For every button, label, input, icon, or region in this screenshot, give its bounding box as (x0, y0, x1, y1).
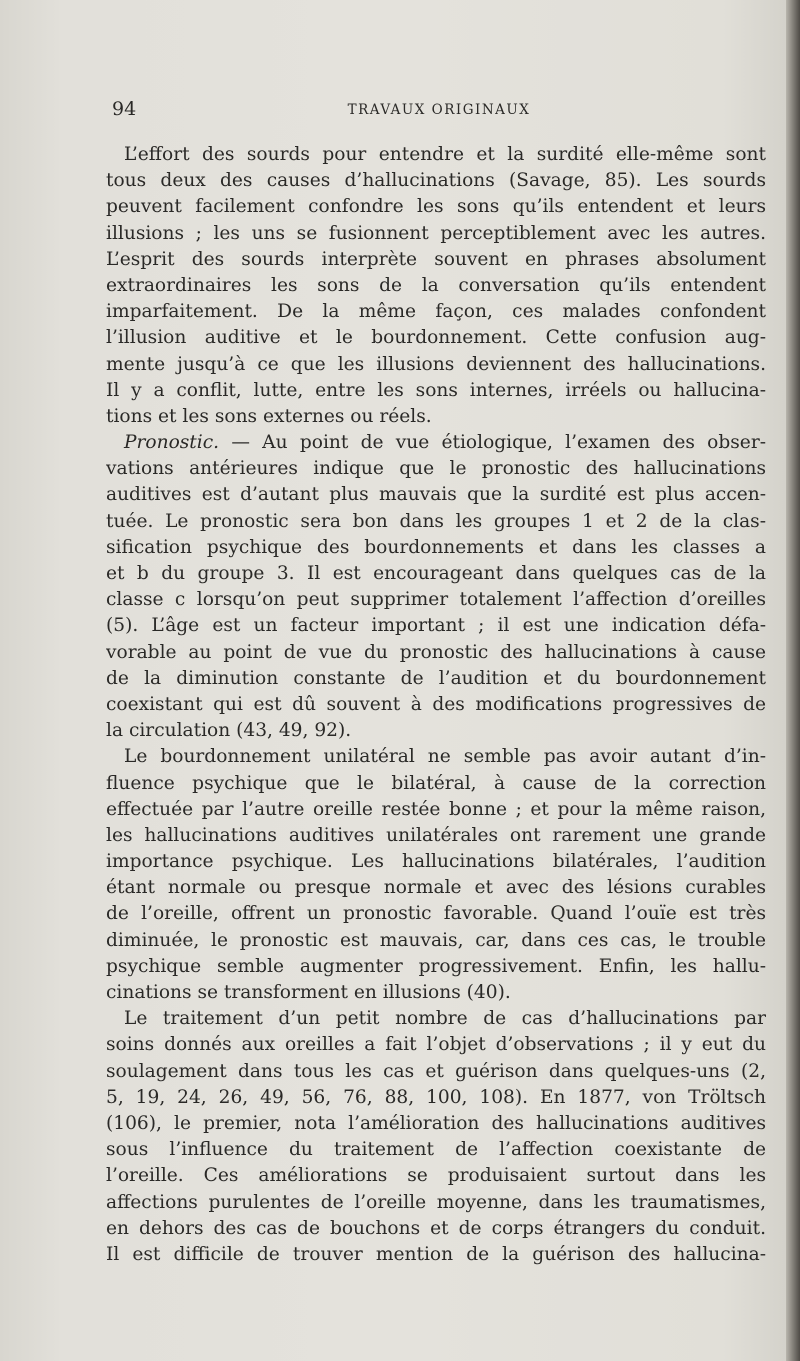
text-line: fluence psychique que le bilatéral, à cause de la correction (106, 772, 766, 794)
text-line: coexistant qui est dû souvent à des modifications progressives de (106, 693, 766, 715)
text-line-pronostic (106, 430, 766, 456)
text-line: vorable au point de vue du pronostic des hallucinations à cause (106, 641, 766, 663)
running-head (112, 98, 766, 128)
text-line: auditives est d’autant plus mauvais que la surdité est plus accen- (106, 484, 766, 506)
text-line: (106), le premier, nota l’amélioration des hallucinations auditives (106, 1112, 766, 1134)
section-label-pronostic: Pronostic. (124, 432, 220, 454)
text-line: l’oreille. Ces améliorations se produisaient surtout dans les (106, 1165, 766, 1187)
text-line: sous l’influence du traitement de l’affection coexistante de (106, 1139, 766, 1161)
text-line: Le bourdonnement unilatéral ne semble pas avoir autant d’in- (124, 746, 766, 768)
text-line: les hallucinations auditives unilatérales ont rarement une grande (106, 824, 766, 846)
text-line: de la diminution constante de l’audition et du bourdonnement (106, 667, 766, 689)
text-line: de l’oreille, offrent un pronostic favorable. Quand l’ouïe est très (106, 903, 766, 925)
text-line: peuvent facilement confondre les sons qu’ils entendent et leurs (106, 196, 766, 218)
text-line: imparfaitement. De la même façon, ces malades confondent (106, 301, 766, 323)
text-line: tous deux des causes d’hallucinations (Savage, 85). Les sourds (106, 170, 766, 192)
text-line: diminuée, le pronostic est mauvais, car, dans ces cas, le trouble (106, 929, 766, 951)
text-line-rest: — Au point de vue étiologique, l’examen des obser- (231, 432, 766, 454)
text-line: cinations se transforment en illusions (40). (106, 982, 511, 1003)
text-line: L’effort des sourds pour entendre et la surdité elle-même sont (124, 144, 766, 165)
text-line: vations antérieures indique que le pronostic des hallucinations (106, 458, 766, 480)
text-line: affections purulentes de l’oreille moyenne, dans les traumatismes, (106, 1191, 766, 1213)
text-line: illusions ; les uns se fusionnent perceptiblement avec les autres. (106, 222, 766, 244)
text-line: Le traitement d’un petit nombre de cas d’hallucinations par (124, 1008, 766, 1030)
book-spine-shadow (786, 0, 800, 1361)
text-line: tions et les sons externes ou réels. (106, 405, 432, 427)
text-line: la circulation (43, 49, 92). (106, 720, 352, 742)
text-line: soins donnés aux oreilles a fait l’objet d’observations ; il y eut du (106, 1034, 766, 1056)
text-line: Il est difficile de trouver mention de la guérison des hallucina- (106, 1243, 766, 1265)
text-line: étant normale ou presque normale et avec des lésions curables (106, 877, 766, 899)
text-line: tuée. Le pronostic sera bon dans les groupes 1 et 2 de la clas- (106, 510, 766, 532)
text-line: et b du groupe 3. Il est encourageant dans quelques cas de la (106, 563, 766, 584)
text-line: effectuée par l’autre oreille restée bonne ; et pour la même raison, (106, 798, 766, 820)
body-text (106, 142, 766, 1268)
text-line: importance psychique. Les hallucinations bilatérales, l’audition (106, 851, 766, 873)
text-line: (5). L’âge est un facteur important ; il est une indication défa- (106, 615, 766, 637)
text-line: soulagement dans tous les cas et guérison dans quelques-uns (2, (106, 1060, 766, 1082)
text-line: en dehors des cas de bouchons et de corps étrangers du conduit. (106, 1217, 766, 1239)
text-line: Il y a conflit, lutte, entre les sons internes, irréels ou hallucina- (106, 379, 766, 401)
text-line: L’esprit des sourds interprète souvent en phrases absolument (106, 248, 766, 270)
text-line: mente jusqu’à ce que les illusions deviennent des hallucinations. (106, 353, 766, 375)
running-head-title: TRAVAUX ORIGINAUX (347, 102, 531, 118)
text-line: l’illusion auditive et le bourdonnement. Cette confusion aug- (106, 327, 766, 349)
text-line: extraordinaires les sons de la conversation qu’ils entendent (106, 274, 766, 296)
text-line: psychique semble augmenter progressivement. Enfin, les hallu- (106, 955, 766, 977)
page-number: 94 (112, 98, 137, 120)
text-line: sification psychique des bourdonnements et dans les classes a (106, 536, 766, 558)
text-line: 5, 19, 24, 26, 49, 56, 76, 88, 100, 108). En 1877, von Tröltsch (106, 1086, 766, 1108)
text-line: classe c lorsqu’on peut supprimer totalement l’affection d’oreilles (106, 589, 766, 611)
